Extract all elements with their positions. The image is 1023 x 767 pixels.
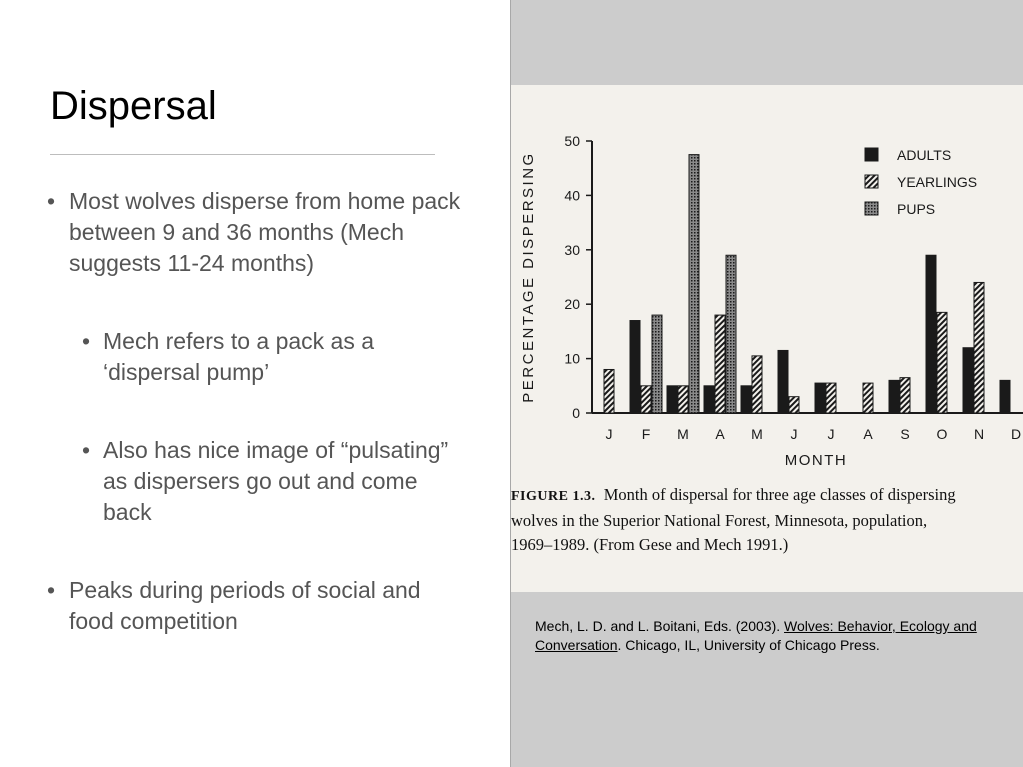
sub-bullet-item [79, 326, 464, 388]
x-tick-label: S [900, 426, 910, 442]
x-tick-label: A [863, 426, 873, 442]
legend-label: YEARLINGS [897, 174, 978, 190]
y-tick-label: 0 [572, 405, 580, 421]
bar-adults [704, 386, 714, 413]
bullet-text: Mech refers to a pack as a ‘dispersal pump’ [103, 328, 375, 385]
bar-adults [778, 350, 788, 413]
bullet-item [44, 186, 464, 279]
bar-pups [689, 155, 699, 413]
bar-pups [726, 255, 736, 413]
bullet-text: Also has nice image of “pulsating” as dispersers go out and come back [103, 437, 449, 525]
bar-adults [963, 348, 973, 413]
figure-scan [511, 85, 1023, 592]
citation-prefix: Mech, L. D. and L. Boitani, Eds. (2003). [535, 618, 785, 634]
slide-text-panel [0, 0, 510, 767]
bar-yearlings [863, 383, 873, 413]
x-tick-label: J [790, 426, 798, 442]
caption-label: FIGURE 1.3. [511, 489, 596, 504]
y-tick-label: 50 [564, 133, 580, 149]
bullet-text: Most wolves disperse from home pack between 9 and 36 months (Mech suggests 11-24 months) [69, 188, 461, 276]
figure-caption [511, 483, 956, 557]
x-tick-label: A [715, 426, 725, 442]
x-tick-label: M [677, 426, 689, 442]
y-axis-label: PERCENTAGE DISPERSING [520, 151, 537, 403]
bar-yearlings [752, 356, 762, 413]
y-tick-label: 40 [564, 187, 580, 204]
legend-label: PUPS [897, 201, 936, 217]
caption-line-2: wolves in the Superior National Forest, Minnesota, population, [511, 511, 928, 530]
bar-adults [889, 380, 899, 413]
bar-yearlings [678, 386, 688, 413]
citation-suffix: . Chicago, IL, University of Chicago Press. [617, 637, 880, 653]
bar-yearlings [937, 312, 947, 413]
bar-adults [926, 255, 936, 413]
x-tick-label: N [973, 426, 985, 442]
bar-yearlings [826, 383, 836, 413]
bar-adults [741, 386, 751, 413]
y-tick-label: 20 [564, 296, 580, 313]
citation-book-title[interactable]: Wolves: Behavior, Ecology and Conversation [535, 618, 977, 653]
x-tick-label: M [751, 426, 763, 442]
caption-line-3: 1969–1989. (From Gese and Mech 1991.) [511, 535, 789, 554]
bullet-glyph: • [82, 328, 91, 354]
slide-title: Dispersal [50, 84, 217, 128]
bar-adults [630, 321, 640, 413]
legend-swatch [865, 148, 878, 161]
caption-line-1 [511, 483, 956, 509]
title-divider [50, 154, 435, 155]
bar-yearlings [641, 386, 651, 413]
bar-yearlings [900, 378, 910, 413]
x-axis-label: MONTH [784, 452, 848, 469]
x-tick-label: F [641, 426, 651, 442]
x-tick-label: D [1010, 426, 1022, 442]
bullet-glyph: • [47, 188, 56, 214]
x-tick-label: J [605, 426, 613, 442]
bar-yearlings [604, 369, 614, 413]
bullet-glyph: • [82, 437, 91, 463]
y-tick-label: 30 [564, 241, 580, 258]
legend-swatch [865, 175, 878, 188]
citation [535, 617, 1000, 655]
sub-bullet-item [79, 435, 464, 528]
legend-label: ADULTS [897, 147, 952, 163]
bar-yearlings [974, 282, 984, 413]
bar-adults [667, 386, 677, 413]
legend-swatch [865, 202, 878, 215]
bar-yearlings [715, 315, 725, 413]
bullet-text: Peaks during periods of social and food competition [69, 577, 421, 634]
bullet-glyph: • [47, 577, 56, 603]
bullet-item [44, 575, 464, 637]
x-tick-label: J [827, 426, 835, 442]
bar-yearlings [789, 397, 799, 413]
bar-adults [1000, 380, 1010, 413]
bullet-list [44, 186, 464, 637]
x-tick-label: O [936, 426, 948, 442]
bar-pups [652, 315, 662, 413]
y-tick-label: 10 [564, 350, 580, 367]
caption-text-1: Month of dispersal for three age classes of dispersing [603, 485, 956, 504]
bar-adults [815, 383, 825, 413]
